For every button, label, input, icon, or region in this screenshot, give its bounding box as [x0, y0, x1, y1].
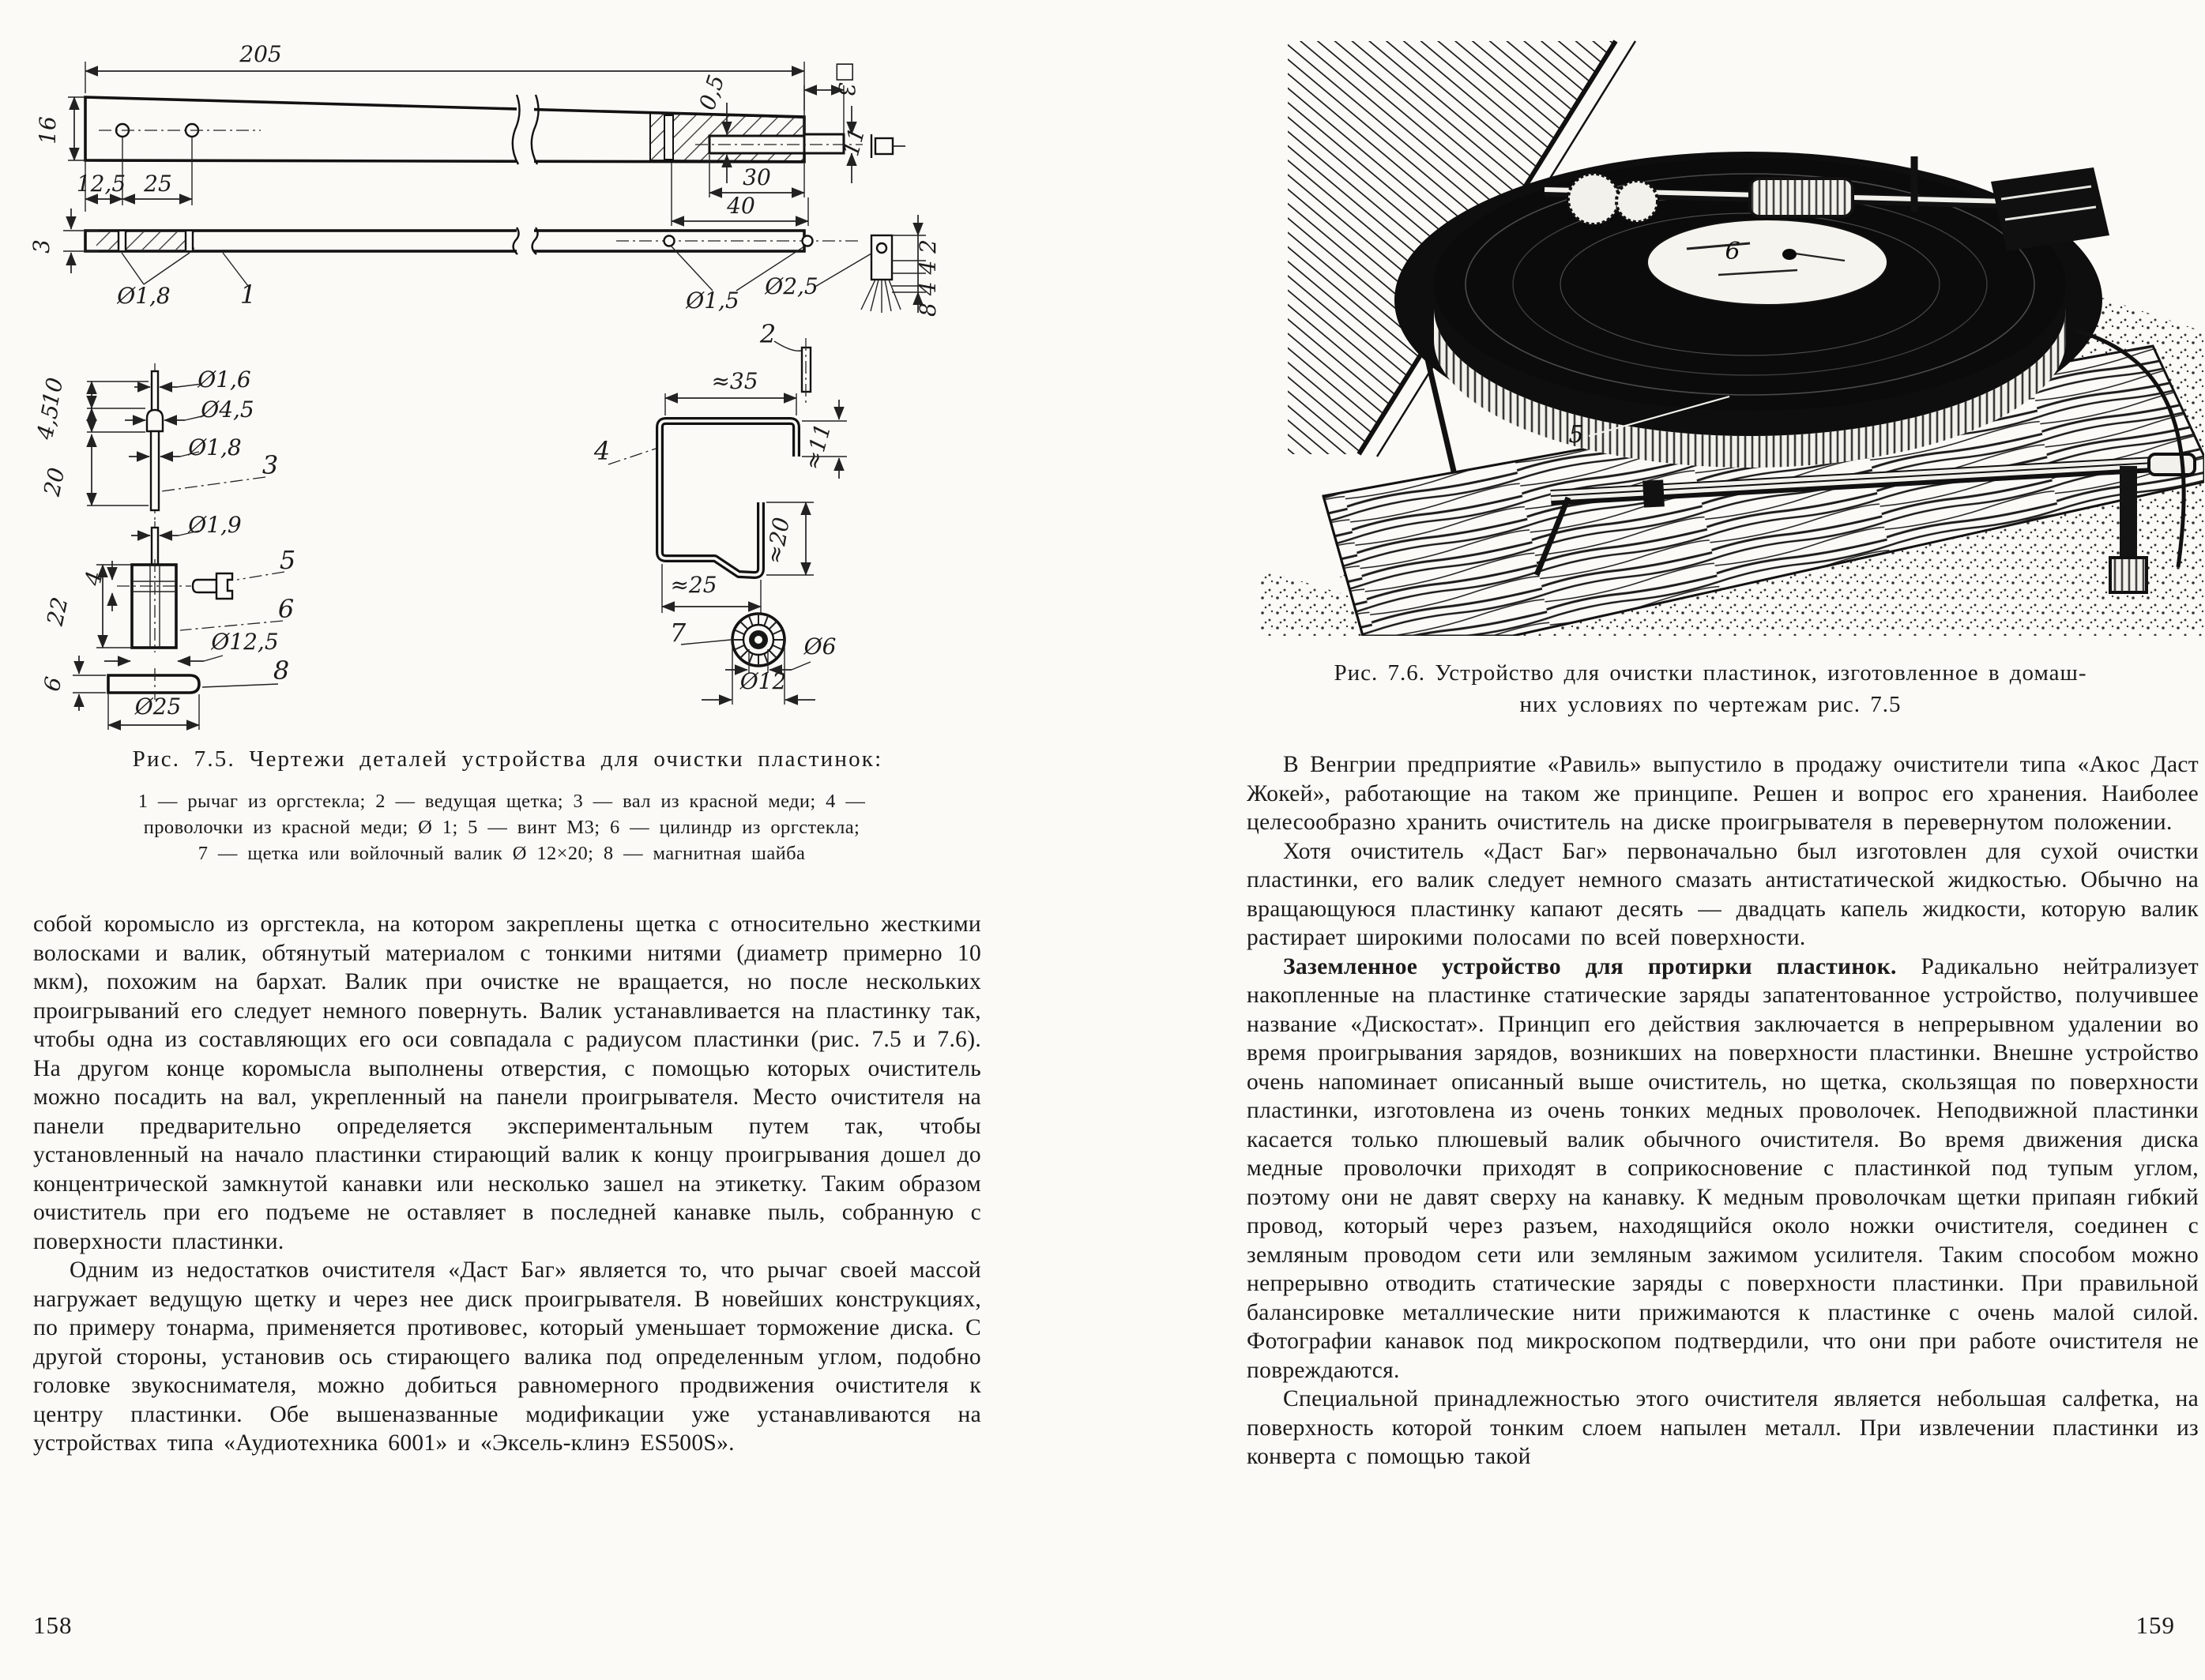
part-number-label: 1: [239, 280, 257, 310]
dimension-label: Ø1,8: [117, 283, 171, 309]
paragraph: собой коромысло из оргстекла, на котором закреплены щетка с относительно жесткими волосками и валик, обтянутый материалом с тонкими нитями (диаметр примерно 10 мкм), похожим на бархат. Валик при очистке не вращается, но после нескольких проигрываний его следует немного повернуть. Валик устанавливается на пластинку так, чтобы одна из составляющих его оси совпадала с радиусом пластинки (рис. 7.5 и 7.6). На другом конце коромысла выполнены отверстия, с помощью которых очиститель можно посадить на вал, укрепленный на панели проигрывателя. Место очистителя на панели предварительно определяется экспериментальным путем так, чтобы установленный на начало пластинки стирающий валик к концу проигрывания дошел до концентрической замкнутой канавки или несколько зашел на этикетку. Таким образом очиститель при его подъеме не оставляет в последней канавке пыль, собранную с поверхности пластинки.: [33, 911, 981, 1254]
right-column-text: [1247, 750, 2199, 1471]
paragraph: [1247, 953, 2199, 1385]
dimension-label: ≈35: [711, 368, 758, 394]
dimension-label: 8 4 4 2: [915, 239, 941, 317]
lever-side-view: [63, 209, 926, 403]
left-page: [0, 0, 1102, 1680]
part-number-label: 6: [277, 594, 295, 624]
paragraph: Одним из недостатков очистителя «Даст Баг» является то, что рычаг своей массой нагружает ведущую щетку и через нее диск проигрывателя. В новейших конструкциях, по примеру тонарма, применяется противовес, который уменьшает торможение диска. С другой стороны, установив ось стирающего валика под определенным углом, подобно головке звукоснимателя, можно добиться равномерного продвижения очистителя к центру пластинки. Обе вышеназванные модификации уже устанавливаются на устройствах типа «Аудиотехника 6001» и «Эксель-клинэ ES500S».: [33, 1257, 981, 1456]
dimension-label: 6: [38, 674, 67, 694]
run-in-heading: Заземленное устройство для протирки пластинок.: [1283, 953, 1897, 979]
dimension-label: Ø6: [803, 633, 837, 660]
part-number-label: 2: [759, 319, 777, 349]
caption-line: Рис. 7.6. Устройство для очистки пластинок, изготовленное в домаш-: [1334, 660, 2087, 686]
dimension-label: 4: [79, 568, 108, 588]
dimension-label: 22: [41, 595, 73, 628]
dimension-label: Ø1,6: [198, 366, 251, 393]
figure-7-5-drawing: [24, 16, 984, 739]
figure-7-5-caption: Рис. 7.5. Чертежи деталей устройства для очистки пластинок:: [132, 746, 883, 772]
dimension-label: 40: [727, 193, 755, 219]
dimension-label: □3: [833, 61, 860, 97]
legend-line: 1 — рычаг из оргстекла; 2 — ведущая щетка; 3 — вал из красной меди; 4 —: [137, 791, 866, 812]
dimension-label: 30: [743, 164, 771, 190]
arm-pivot-post: [2120, 466, 2137, 561]
dimension-label: Ø1,8: [188, 434, 242, 460]
counterweight-box: [1991, 167, 2109, 251]
dimension-label: ≈20: [761, 515, 796, 566]
dimension-label: Ø12,5: [211, 629, 279, 655]
part-number-label: 8: [273, 656, 290, 686]
dimension-label: ≈11: [799, 420, 837, 473]
lever-top-view: [68, 62, 905, 226]
right-page: [1102, 0, 2205, 1680]
dimension-label: 20: [38, 465, 70, 498]
dimension-label: Ø1,5: [686, 288, 739, 314]
dimension-label: 12,5: [76, 171, 126, 197]
figure-7-6-caption: [1221, 657, 2200, 720]
page-number-right: 159: [2135, 1611, 2175, 1639]
dimension-label: 25: [144, 171, 172, 197]
spindle: [1782, 249, 1797, 260]
part-number-label: 4: [593, 436, 611, 466]
legend-line: проволочки из красной меди; Ø 1; 5 — винт М3; 6 — цилиндр из оргстекла;: [143, 817, 860, 838]
record-label: [1647, 220, 1887, 305]
dimension-label: 0,5: [694, 71, 730, 114]
dimension-label: Ø12: [739, 668, 787, 694]
page-number-left: 158: [33, 1611, 73, 1639]
part-number-label: 3: [262, 450, 279, 480]
dimension-label: Ø4,5: [201, 397, 254, 423]
caption-line: них условиях по чертежам рис. 7.5: [1519, 692, 1902, 717]
dimension-label: Ø1,9: [188, 512, 242, 538]
figure-7-6-illustration: [1244, 24, 2204, 636]
paragraph: Специальной принадлежностью этого очистителя является небольшая салфетка, на поверхность которой тонким слоем напылен металл. При извлечении пластинки из конверта с помощью такой: [1247, 1386, 2199, 1469]
dimension-label: Ø2,5: [765, 273, 818, 299]
paragraph: Хотя очиститель «Даст Баг» первоначально был изготовлен для сухой очистки пластинки, его валик следует немного смазать антистатической жидкостью. Обычно на вращающуюся пластинку капают десять — двадцать капель жидкости, которую валик растирает широкими полосами по всей поверхности.: [1247, 838, 2199, 950]
dimension-label: Ø25: [134, 693, 182, 720]
dimension-label: ≈25: [670, 572, 717, 598]
figure-annotation: 6: [1725, 238, 1740, 265]
dimension-label: 11: [837, 125, 871, 160]
dimension-label: 4,5: [31, 401, 65, 442]
part-number-label: 5: [279, 545, 296, 575]
dimension-label: 10: [36, 375, 69, 408]
screw-m3-view: [193, 573, 232, 599]
dimension-label: 16: [35, 116, 61, 145]
left-column-text: [33, 910, 981, 1458]
dimension-label: 205: [239, 41, 282, 67]
figure-annotation: 5: [1568, 421, 1584, 449]
figure-7-5-legend: [16, 788, 988, 866]
legend-line: 7 — щетка или войлочный валик Ø 12×20; 8 — магнитная шайба: [198, 843, 806, 864]
part-number-label: 7: [669, 618, 687, 648]
brush-front-view: [861, 235, 901, 313]
paragraph-text: Радикально нейтрализует накопленные на пластинке статические заряды запатентованное устройство, получившее название «Дискостат». Принцип его действия заключается в непрерывном удалении во время проигрывания зарядов, возникших на поверхности пластинки. Внешне устройство очень напоминает описанный выше очиститель, но щетка, скользящая по поверхности пластинки, изготовлена из очень тонких медных проволочек. Неподвижной пластинки касается только плюшевый валик обычного очистителя. Во время движения диска медные проволочки приходят в соприкосновение с пластинкой под тупым углом, поэтому они не давят сверху на канавку. К медным проволочкам щетки припаян гибкий провод, который через разъем, находящийся около ножки очистителя, соединен с земляным проводом сети или земляным зажимом усилителя. Таким способом можно непрерывно отводить статические заряды с поверхности пластинки. При правильной балансировке металлические нити прижимаются к пластинке с очень малой силой. Фотографии канавок под микроскопом подтвердили, что они при работе очистителя не повреждаются.: [1247, 953, 2199, 1383]
screw-end-icon: [871, 134, 905, 158]
paragraph: В Венгрии предприятие «Равиль» выпустило в продажу очистители типа «Акос Даст Жокей», работающие на таком же принципе. Решен и вопрос его хранения. Наиболее целесообразно хранить очиститель на диске проигрывателя в перевернутом положении.: [1247, 752, 2199, 835]
dimension-label: 3: [28, 239, 55, 254]
